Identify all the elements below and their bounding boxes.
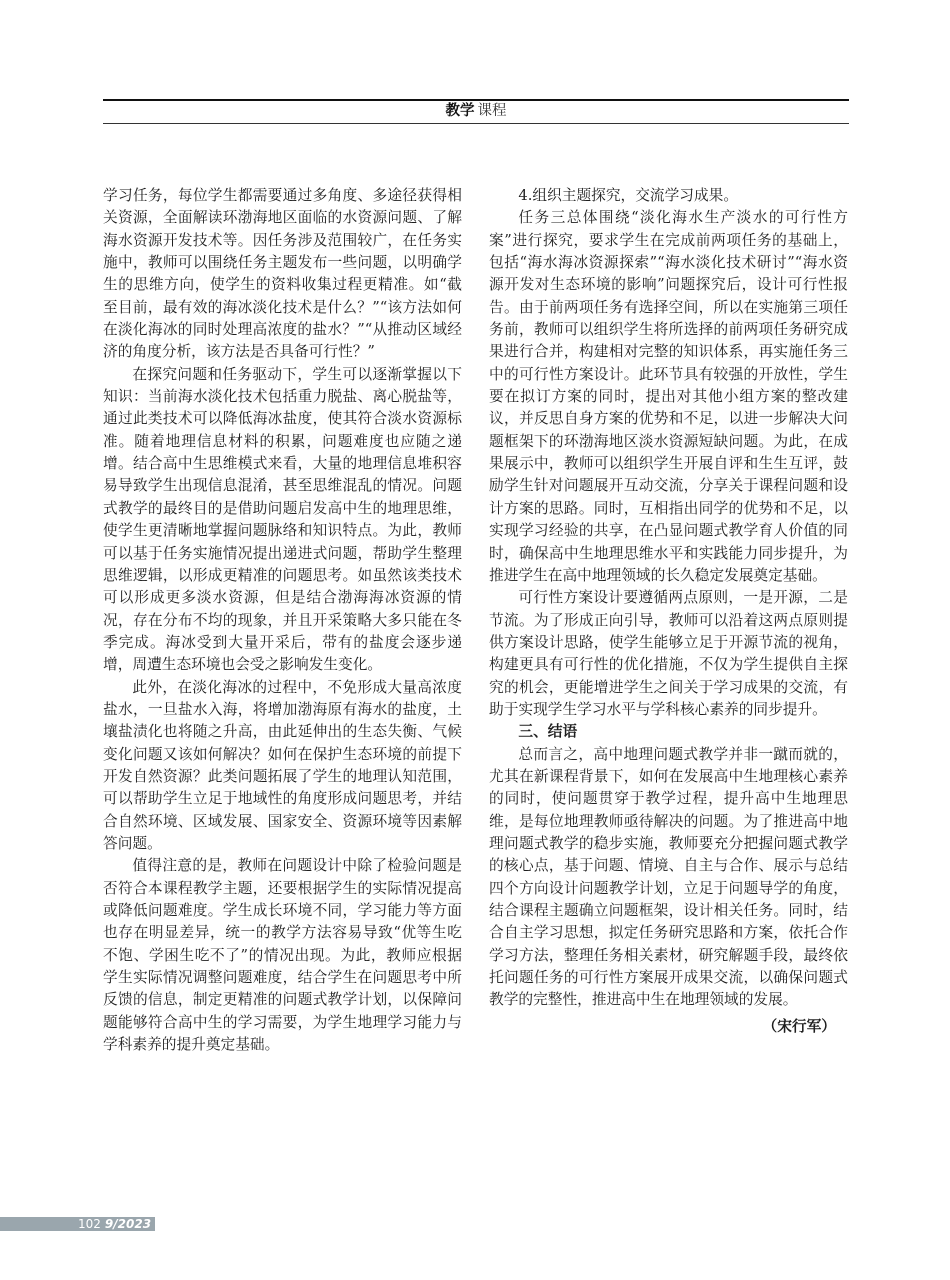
paragraph: 在探究问题和任务驱动下，学生可以逐渐掌握以下知识：当前海水淡化技术包括重力脱盐、离心脱盐等，通过此类技术可以降低海冰盐度，使其符合淡水资源标准。随着地理信息材料的积累，问题难度也应随之递增。结合高中生思维模式来看，大量的地理信息堆积容易导致学生出现信息混淆，甚至思维混乱的情况。问题式教学的最终目的是借助问题启发高中生的地理思维，使学生更清晰地掌握问题脉络和知识特点。为此，教师可以基于任务实施情况提出递进式问题，帮助学生整理思维逻辑，以形成更精准的问题思考。如虽然该类技术可以形成更多淡水资源，但是结合渤海海冰资源的情况，存在分布不均的现象，并且开采策略大多只能在冬季完成。海冰受到大量开采后，带有的盐度会逐步递增，周遭生态环境也会受之影响发生变化。 <box>103 365 462 674</box>
header-title-bold: 教学 <box>445 103 475 119</box>
header-title-light: 课程 <box>477 103 507 119</box>
paragraph: 任务三总体围绕“淡化海水生产淡水的可行性方案”进行探究，要求学生在完成前两项任务的基础上，包括“海水海冰资源探索”“海水淡化技术研讨”“海水资源开发对生态环境的影响”问题探究后，设计可行性报告。由于前两项任务有选择空间，所以在实施第三项任务前，教师可以组织学生将所选择的前两项任务研究成果进行合并，构建相对完整的知识体系，再实施任务三中的可行性方案设计。此环节具有较强的开放性，学生要在拟订方案的同时，提出对其他小组方案的整改建议，并反思自身方案的优势和不足，以进一步解决大问题框架下的环渤海地区淡水资源短缺问题。为此，在成果展示中，教师可以组织学生开展自评和生生互评，鼓励学生针对问题展开互动交流，分享关于课程问题和设计方案的思路。同时，互相指出同学的优势和不足，以实现学习经验的共享，在凸显问题式教学育人价值的同时，确保高中生地理思维水平和实践能力同步提升，为推进学生在高中地理领域的长久稳定发展奠定基础。 <box>489 209 848 584</box>
paragraph: 可行性方案设计要遵循两点原则，一是开源，二是节流。为了形成正向引导，教师可以沿着这两点原则提供方案设计思路，使学生能够立足于开源节流的视角，构建更具有可行性的优化措施，不仅为学生提供自主探究的机会，更能增进学生之间关于学习成果的交流，有助于实现学生学习水平与学科核心素养的同步提升。 <box>489 589 848 718</box>
paragraph: 此外，在淡化海冰的过程中，不免形成大量高浓度盐水，一旦盐水入海，将增加渤海原有海水的盐度，土壤盐渍化也将随之升高，由此延伸出的生态失衡、气候变化问题又该如何解决？如何在保护生态环境的前提下开发自然资源？此类问题拓展了学生的地理认知范围，可以帮助学生立足于地域性的角度形成问题思考，并结合自然环境、区域发展、国家安全、资源环境等因素解答问题。 <box>103 678 462 852</box>
author-signature: （宋行军） <box>762 1017 836 1035</box>
page-number: 102 <box>78 1217 101 1231</box>
issue-number: 9/2023 <box>104 1217 152 1231</box>
running-header <box>103 99 849 124</box>
header-title <box>103 102 849 120</box>
paragraph: 值得注意的是，教师在问题设计中除了检验问题是否符合本课程教学主题，还要根据学生的实际情况提高或降低问题难度。学生成长环境不同，学习能力等方面也存在明显差异，统一的教学方法容易导致“优等生吃不饱、学困生吃不了”的情况出现。为此，教师应根据学生实际情况调整问题难度，结合学生在问题思考中所反馈的信息，制定更精准的问题式教学计划，以保障问题能够符合高中生的学习需要，为学生地理学习能力与学科素养的提升奠定基础。 <box>103 857 462 1054</box>
footer <box>78 1216 151 1232</box>
conclusion-paragraph: 总而言之，高中地理问题式教学并非一蹴而就的，尤其在新课程背景下，如何在发展高中生地理核心素养的同时，使问题贯穿于教学过程，提升高中生地理思维，是每位地理教师亟待解决的问题。为了推进高中地理问题式教学的稳步实施，教师要充分把握问题式教学的核心点，基于问题、情境、自主与合作、展示与总结四个方向设计问题教学计划，立足于问题导学的角度，结合课程主题确立问题框架，设计相关任务。同时，结合自主学习思想，拟定任务研究思路和方案，依托合作学习方法，整理任务相关素材，研究解题手段，最终依托问题任务的可行性方案展开成果交流，以确保问题式教学的完整性，推进高中生在地理领域的发展。 <box>489 745 848 1009</box>
right-column <box>489 185 848 1038</box>
paragraph: 学习任务，每位学生都需要通过多角度、多途径获得相关资源，全面解读环渤海地区面临的水资源问题、了解海水资源开发技术等。因任务涉及范围较广，在任务实施中，教师可以围绕任务主题发布一些问题，以明确学生的思维方向，使学生的资料收集过程更精准。如“截至目前，最有效的海冰淡化技术是什么？”“该方法如何在淡化海冰的同时处理高浓度的盐水？”“从推动区域经济的角度分析，该方法是否具备可行性？” <box>103 187 462 361</box>
section-heading: 三、结语 <box>518 723 578 741</box>
left-column <box>103 185 462 1056</box>
step-title: 4.组织主题探究，交流学习成果。 <box>518 187 739 204</box>
